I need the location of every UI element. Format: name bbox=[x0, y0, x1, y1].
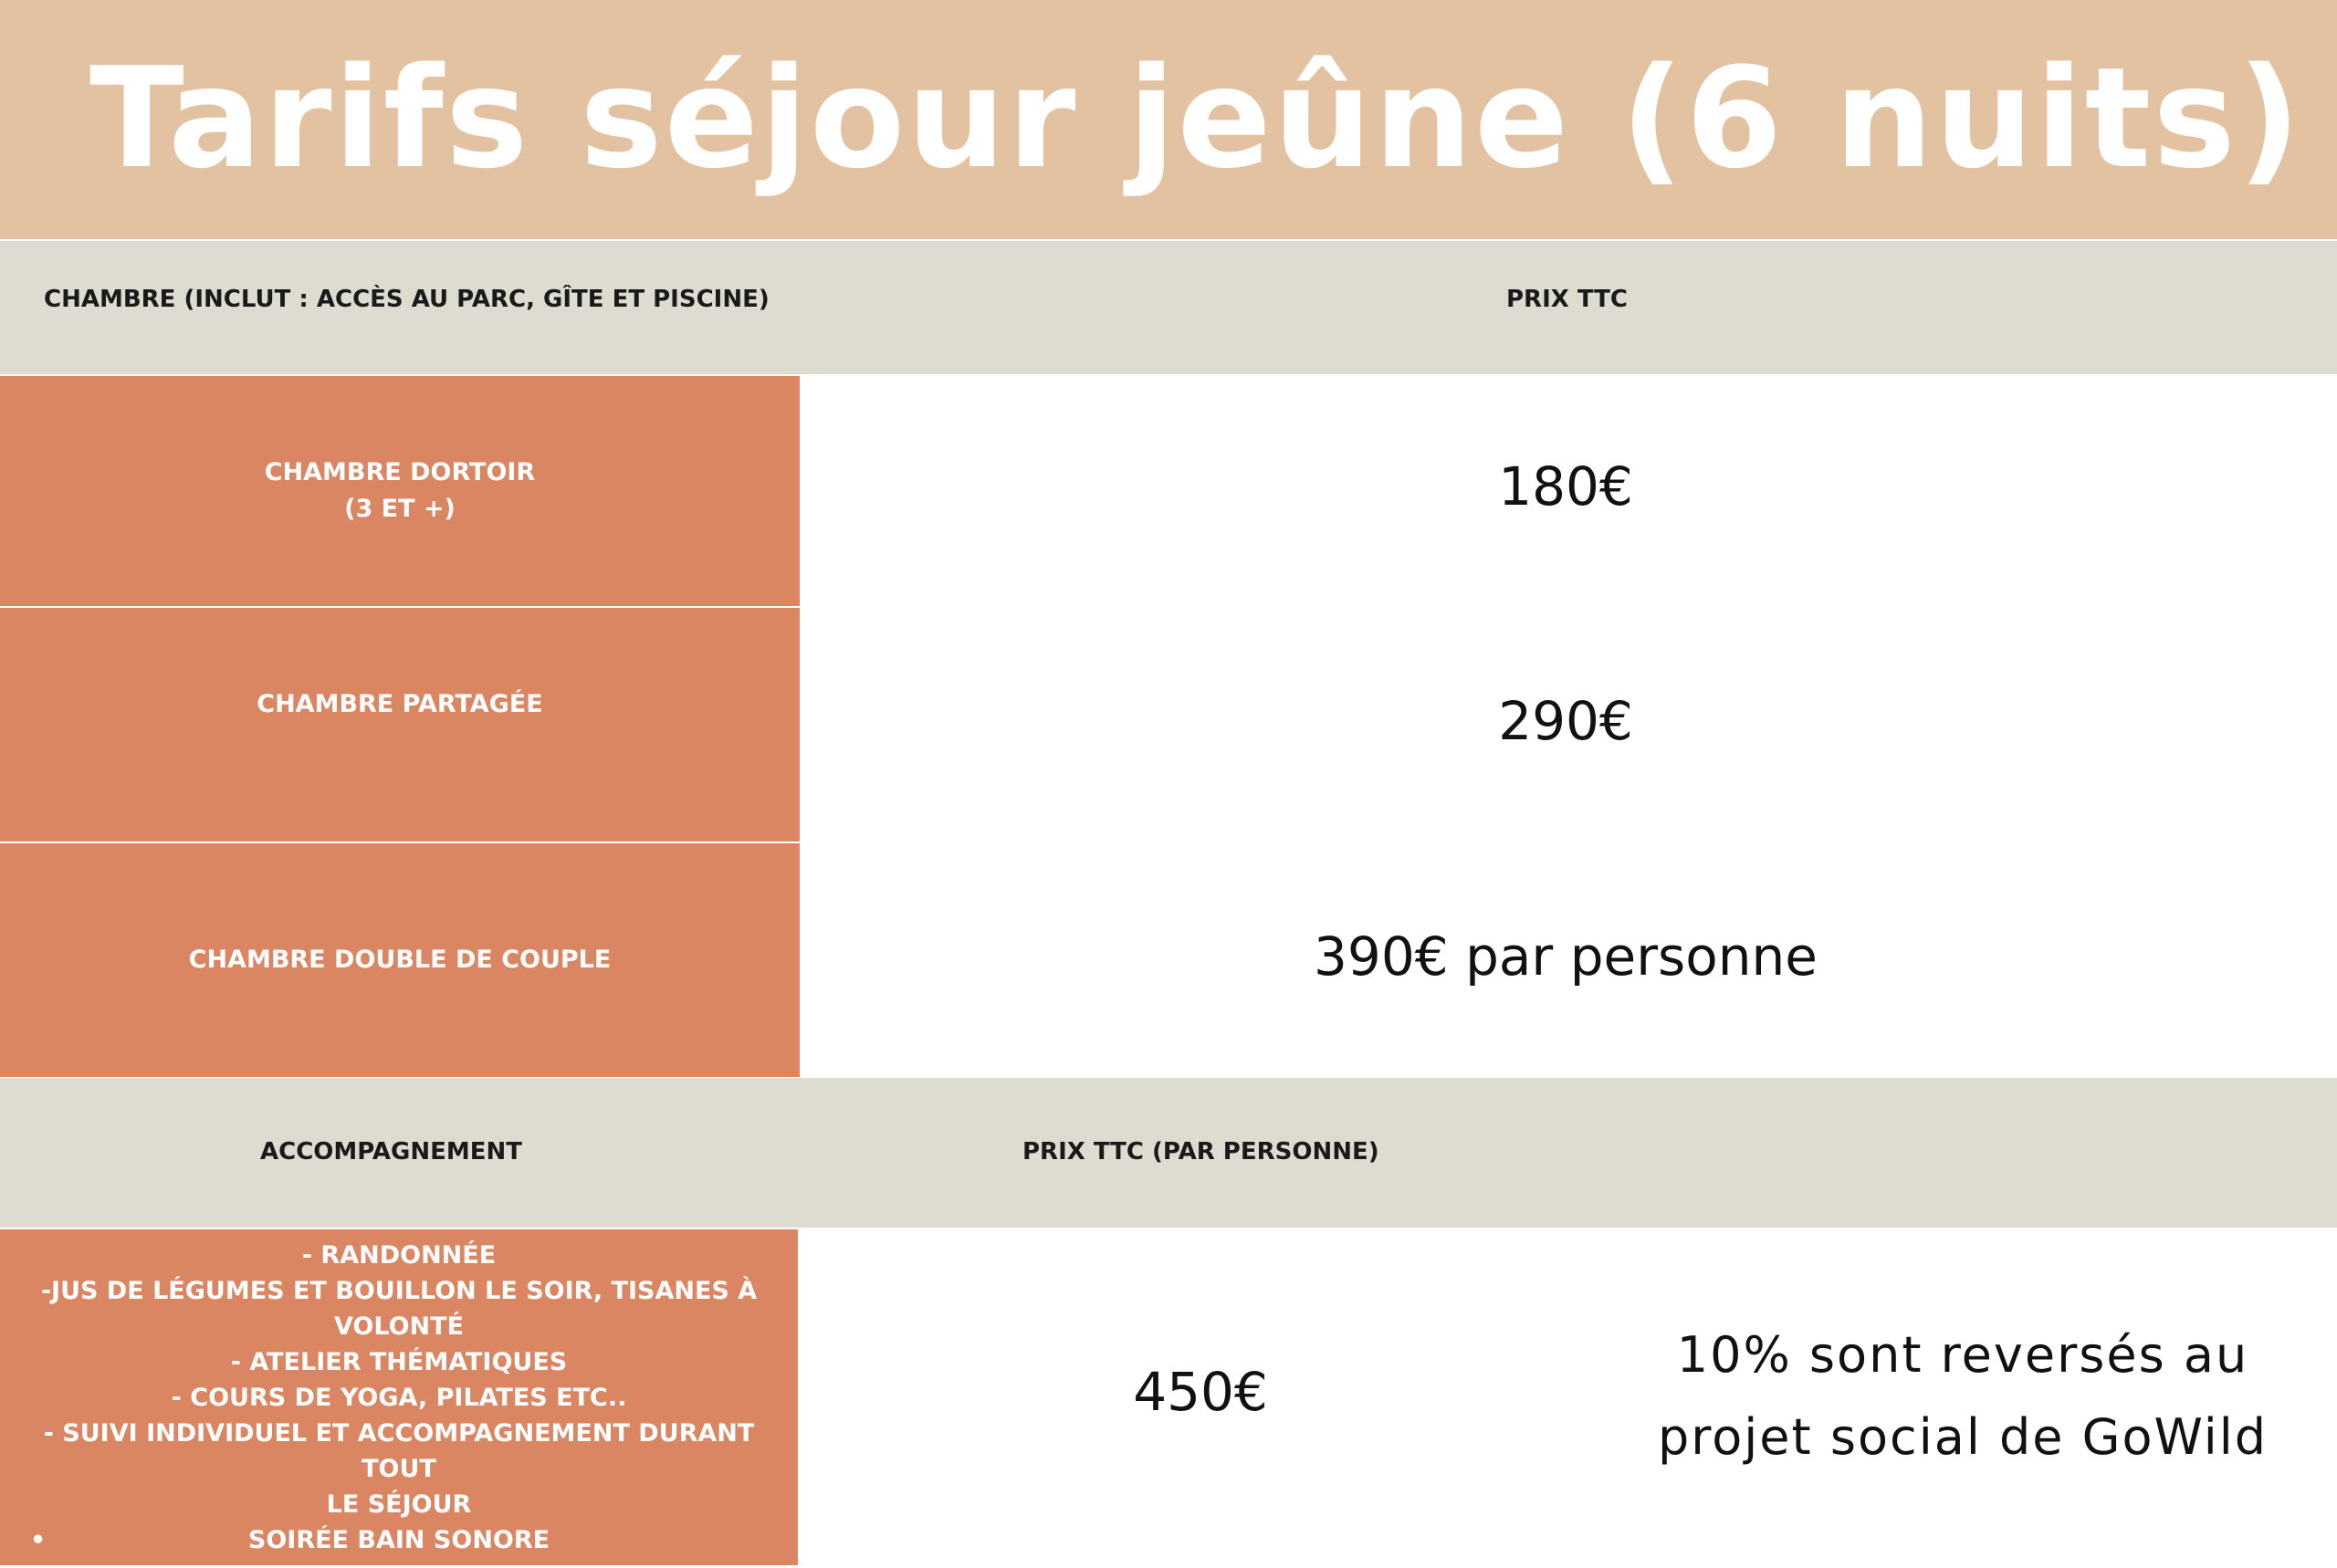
support-column-header: ACCOMPAGNEMENT bbox=[260, 1138, 523, 1166]
support-price: 450€ bbox=[1133, 1361, 1268, 1423]
support-item: • SOIRÉE BAIN SONORE bbox=[6, 1522, 791, 1558]
price-partagee: 290€ bbox=[1498, 690, 1633, 752]
room-column-header: CHAMBRE (INCLUT : ACCÈS AU PARC, GÎTE ET PISCINE) bbox=[44, 286, 770, 313]
support-item: - ATELIER THÉMATIQUES bbox=[230, 1347, 568, 1376]
page-title: Tarifs séjour jeûne (6 nuits) bbox=[89, 37, 2303, 199]
room-cell-double bbox=[0, 843, 800, 1077]
support-item: -JUS DE LÉGUMES ET BOUILLON LE SOIR, TISANES À bbox=[40, 1276, 758, 1305]
price-column-header: PRIX TTC bbox=[1506, 286, 1628, 313]
support-list bbox=[6, 1238, 791, 1558]
room-cell-partagee bbox=[0, 608, 800, 841]
price-dortoir: 180€ bbox=[1498, 455, 1633, 517]
price-double: 390€ par personne bbox=[1314, 925, 1818, 988]
support-price-header: PRIX TTC (PAR PERSONNE) bbox=[1022, 1138, 1379, 1166]
room-sub-dortoir: (3 ET +) bbox=[344, 495, 456, 523]
social-note-line: 10% sont reversés au bbox=[1676, 1326, 2249, 1384]
room-cell-dortoir bbox=[0, 376, 800, 606]
room-name-dortoir: CHAMBRE DORTOIR bbox=[264, 458, 536, 486]
support-item: - COURS DE YOGA, PILATES ETC.. bbox=[171, 1383, 627, 1412]
social-project-note bbox=[1625, 1314, 2300, 1479]
social-note-line: projet social de GoWild bbox=[1657, 1408, 2269, 1466]
support-item: - RANDONNÉE bbox=[301, 1240, 497, 1270]
room-name-double: CHAMBRE DOUBLE DE COUPLE bbox=[188, 946, 612, 974]
support-item: LE SÉJOUR bbox=[326, 1490, 472, 1519]
room-name-partagee: CHAMBRE PARTAGÉE bbox=[257, 690, 543, 718]
support-item: - SUIVI INDIVIDUEL ET ACCOMPAGNEMENT DURANT TOUT bbox=[43, 1418, 755, 1483]
support-item: VOLONTÉ bbox=[333, 1312, 465, 1341]
support-cell bbox=[0, 1229, 798, 1565]
